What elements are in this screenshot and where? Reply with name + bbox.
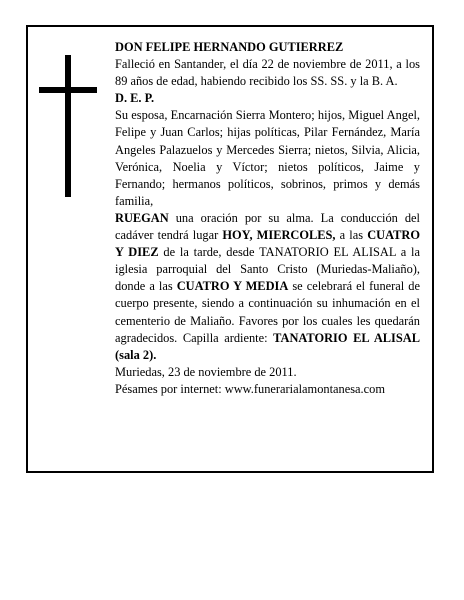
dep-line: D. E. P. [115,91,155,106]
funeral-text: se celebrará el funeral de cuerpo presente, siendo a continuación su inhumación en el cementerio de Maliaño. Favores por los cuales les quedarán agradecidos. Capilla ardiente: [115,279,420,345]
route-text: de la tarde, desde TANATORIO EL ALISAL a la iglesia parroquial del Santo Cristo (Muriedas-Maliaño), donde a las [115,245,420,294]
cross-vertical-bar [65,55,71,197]
deceased-name: DON FELIPE HERNANDO GUTIERREZ [115,40,344,54]
second-time-label: CUATRO Y MEDIA [176,279,289,294]
day-label: HOY, MIERCOLES, [222,228,336,243]
prayer-text: una oración por su alma. La conducción del cadáver tendrá lugar [115,210,420,243]
at-text: a las [335,228,368,243]
death-notice: Falleció en Santander, el día 22 de noviembre de 2011, a los 89 años de edad, habiendo recibido los SS. SS. y la B. A. [115,57,420,89]
service-details [115,210,420,364]
cross-icon [39,55,97,197]
condolences-line: Pésames por internet: www.funerarialamontanesa.com [115,381,385,396]
family-list: Su esposa, Encarnación Sierra Montero; hijos, Miguel Angel, Felipe y Juan Carlos; hijas políticas, Pilar Fernández, María Angeles Palazuelos y Mercedes Sierra; nietos, Silvia, Alicia, Verónica, Noelia y Víctor; nietos políticos, Jaime y Fernando; hermanos políticos, sobrinos, primos y demás familia, [115,108,420,208]
obituary-text [115,39,420,398]
chapel-label: TANATORIO EL ALISAL (sala 2). [115,330,420,362]
first-time-label: CUATRO Y DIEZ [115,228,420,260]
place-date: Muriedas, 23 de noviembre de 2011. [115,364,297,379]
cross-horizontal-bar [39,87,97,93]
ruegan-label: RUEGAN [115,210,169,225]
